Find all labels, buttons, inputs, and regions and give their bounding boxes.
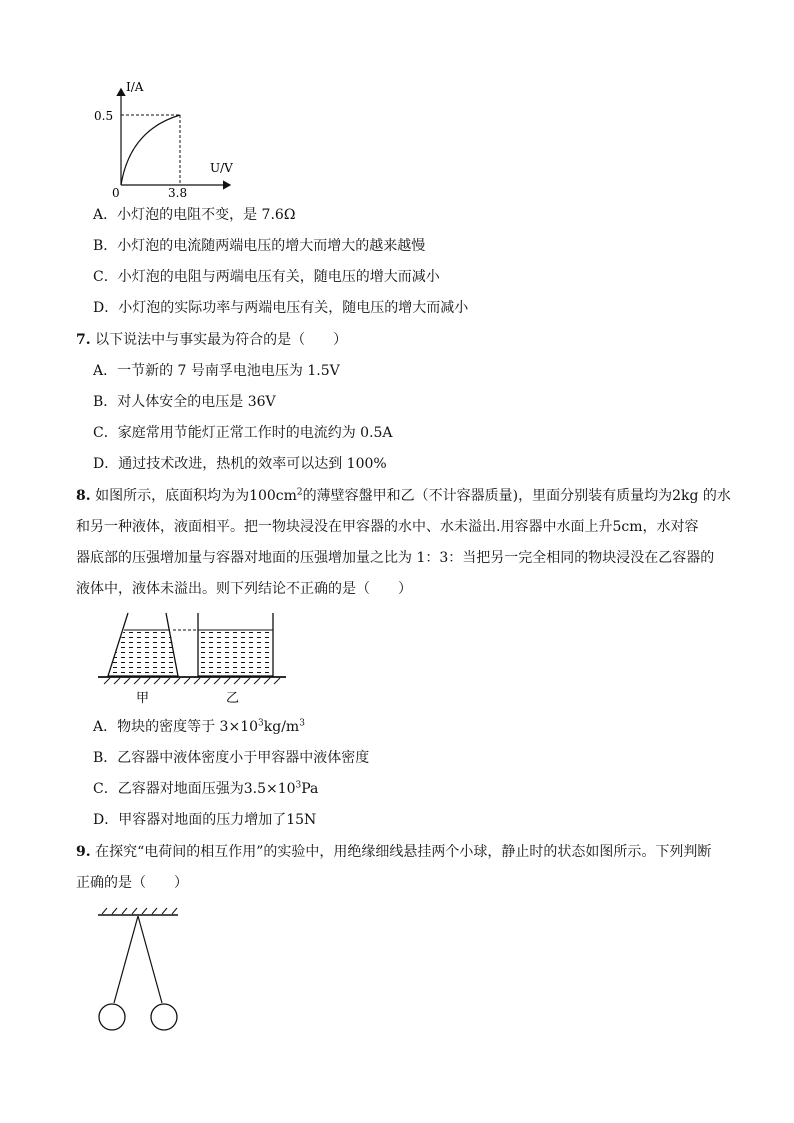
y-tick-label: 0.5 bbox=[94, 109, 114, 123]
q8-stem-line2: 和另一种液体，液面相平。把一物块浸没在甲容器的水中、水未溢出.用容器中水面上升5cm，水对容 bbox=[76, 519, 699, 535]
q8-stem-line4: 液体中，液体未溢出。则下列结论不正确的是（ ） bbox=[76, 581, 412, 597]
label-yi: 乙 bbox=[226, 691, 240, 706]
label-jia: 甲 bbox=[136, 691, 150, 706]
q7-number: 7. bbox=[76, 332, 91, 348]
q8-stem-line3: 器底部的压强增加量与容器对地面的压强增加量之比为 1：3：当把另一完全相同的物块浸没在乙容器的 bbox=[76, 550, 715, 566]
iu-graph bbox=[90, 75, 250, 200]
q9-stem-line2: 正确的是（ ） bbox=[76, 875, 188, 891]
q8-option-c-unit: Pa bbox=[301, 781, 319, 797]
iu-curve bbox=[121, 115, 180, 185]
thread-left bbox=[114, 916, 138, 1003]
ball-left bbox=[99, 1004, 125, 1030]
q9-number: 9. bbox=[76, 844, 91, 860]
ball-right bbox=[151, 1004, 177, 1030]
q8-option-a-text: A．物块的密度等于 3×10 bbox=[93, 719, 259, 735]
x-tick-label: 3.8 bbox=[168, 186, 188, 200]
q8-option-c bbox=[93, 780, 318, 798]
q7-stem-text: 以下说法中与事实最为符合的是（ ） bbox=[95, 332, 348, 348]
q8-option-c-exp: 3 bbox=[295, 780, 302, 791]
hanging-balls-figure bbox=[92, 905, 187, 1035]
q7-option-d: D．通过技术改进，热机的效率可以达到 100% bbox=[93, 456, 387, 472]
q9-stem-line1 bbox=[76, 843, 711, 861]
q6-option-c: C．小灯泡的电阻与两端电压有关，随电压的增大而减小 bbox=[93, 269, 440, 285]
q6-option-d: D．小灯泡的实际功率与两端电压有关，随电压的增大而减小 bbox=[93, 300, 469, 316]
q8-stem-line1-b: 的薄壁容盤甲和乙（不计容器质量)，里面分别装有质量均为2kg 的水 bbox=[302, 488, 731, 504]
q8-option-a-exp: 3 bbox=[258, 718, 264, 729]
origin-label: 0 bbox=[112, 186, 120, 200]
q8-stem-sup: 2 bbox=[296, 487, 303, 498]
ground-hatching bbox=[104, 678, 280, 684]
q7-option-a: A．一节新的 7 号南孚电池电压为 1.5V bbox=[93, 363, 340, 379]
q6-option-a: A．小灯泡的电阻不变，是 7.6Ω bbox=[93, 207, 296, 223]
x-axis-label: U/V bbox=[210, 161, 233, 175]
q8-option-a-unit: kg/m bbox=[263, 719, 300, 735]
q8-option-b: B．乙容器中液体密度小于甲容器中液体密度 bbox=[93, 750, 370, 766]
ceiling-hatching bbox=[102, 908, 177, 914]
q8-option-a bbox=[93, 718, 305, 736]
q9-stem-line1-text: 在探究“电荷间的相互作用”的实验中，用绝缘细线悬挂两个小球，静止时的状态如图所示。下列判断 bbox=[95, 844, 712, 860]
q7-option-b: B．对人体安全的电压是 36V bbox=[93, 394, 276, 410]
y-axis-label: I/A bbox=[126, 80, 144, 94]
q8-stem-line1 bbox=[76, 487, 731, 505]
thread-right bbox=[138, 916, 162, 1003]
container-jia-liquid bbox=[108, 630, 178, 676]
q8-option-a-unit-exp: 3 bbox=[299, 718, 305, 729]
q6-option-b: B．小灯泡的电流随两端电压的增大而增大的越来越慢 bbox=[93, 238, 426, 254]
container-yi-liquid bbox=[198, 630, 273, 676]
containers-figure bbox=[96, 610, 291, 708]
q7-stem bbox=[76, 331, 347, 349]
q8-option-d: D．甲容器对地面的压力增加了15N bbox=[93, 812, 317, 828]
q8-number: 8. bbox=[76, 488, 91, 504]
q8-stem-line1-a: 如图所示，底面积均为为100cm bbox=[95, 488, 297, 504]
q8-option-c-text: C．乙容器对地面压强为3.5×10 bbox=[93, 781, 296, 797]
q7-option-c: C．家庭常用节能灯正常工作时的电流约为 0.5A bbox=[93, 425, 393, 441]
